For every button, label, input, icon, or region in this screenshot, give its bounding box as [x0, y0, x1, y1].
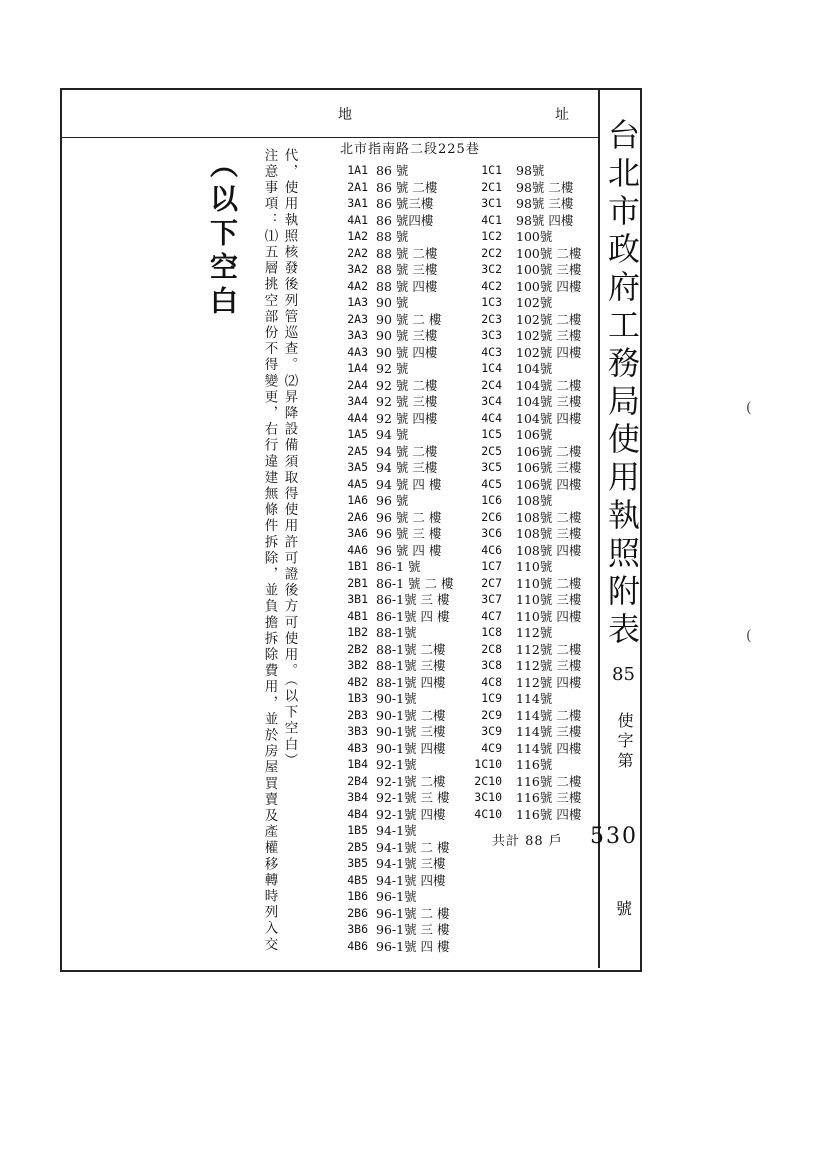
unit-address: 98號 四樓 — [516, 212, 574, 228]
unit-row — [336, 393, 486, 410]
unit-code: 4B5 — [347, 872, 368, 887]
unit-address: 88-1號 三樓 — [376, 658, 446, 674]
unit-address: 88 號 — [376, 229, 409, 245]
unit-code: 1A4 — [347, 361, 368, 376]
unit-code: 1C6 — [481, 493, 502, 508]
unit-address: 90-1號 — [376, 691, 417, 707]
total-units: 共計 88 戶 — [492, 834, 563, 849]
unit-address: 88-1號 — [376, 625, 417, 641]
unit-address: 96-1號 二 樓 — [376, 905, 450, 921]
unit-row — [336, 888, 486, 905]
unit-address: 114號 二樓 — [516, 707, 582, 723]
unit-code: 3A2 — [347, 262, 368, 277]
unit-address: 100號 四樓 — [516, 278, 582, 294]
unit-code: 2A6 — [347, 509, 368, 524]
unit-code: 3B6 — [347, 922, 368, 937]
unit-address: 112號 三樓 — [516, 658, 582, 674]
unit-address: 90-1號 四樓 — [376, 740, 446, 756]
unit-row — [336, 360, 486, 377]
unit-address: 98號 — [516, 163, 545, 179]
unit-code: 1C3 — [481, 295, 502, 310]
unit-row — [336, 344, 486, 361]
unit-row — [336, 872, 486, 889]
unit-address: 90 號 三樓 — [376, 328, 438, 344]
unit-address: 94-1號 二 樓 — [376, 839, 450, 855]
unit-code: 2C9 — [481, 707, 502, 722]
permit-suffix: 號 — [616, 899, 633, 918]
unit-address: 86 號 — [376, 163, 409, 179]
unit-address: 90 號 — [376, 295, 409, 311]
unit-address: 88 號 三樓 — [376, 262, 438, 278]
unit-address: 94 號 二樓 — [376, 443, 438, 459]
unit-code: 2C6 — [481, 509, 502, 524]
unit-row — [468, 476, 606, 493]
unit-address: 110號 四樓 — [516, 608, 582, 624]
unit-code: 2A1 — [347, 179, 368, 194]
unit-row — [336, 624, 486, 641]
unit-row — [468, 641, 606, 658]
unit-code: 3C9 — [481, 724, 502, 739]
unit-code: 4A4 — [347, 410, 368, 425]
unit-row — [336, 905, 486, 922]
unit-row — [336, 822, 486, 839]
unit-address: 92-1號 三 樓 — [376, 790, 450, 806]
permit-year: 85 — [612, 664, 635, 685]
unit-address: 102號 四樓 — [516, 344, 582, 360]
unit-code: 3C6 — [481, 526, 502, 541]
unit-code: 2A5 — [347, 443, 368, 458]
unit-code: 2C5 — [481, 443, 502, 458]
unit-address: 86-1 號 — [376, 559, 421, 575]
unit-row — [336, 492, 486, 509]
unit-code: 4C6 — [481, 542, 502, 557]
unit-code: 4A1 — [347, 212, 368, 227]
unit-list-column-1 — [336, 162, 486, 954]
unit-address: 106號 三樓 — [516, 460, 582, 476]
header-label-left: 地 — [338, 107, 352, 123]
unit-code: 4C10 — [474, 806, 502, 821]
unit-row — [336, 459, 486, 476]
unit-row — [468, 327, 606, 344]
unit-row — [336, 542, 486, 559]
unit-row — [336, 327, 486, 344]
unit-row — [336, 591, 486, 608]
unit-address: 100號 — [516, 229, 553, 245]
unit-code: 1B1 — [347, 559, 368, 574]
unit-code: 3C2 — [481, 262, 502, 277]
unit-code: 3B1 — [347, 592, 368, 607]
unit-address: 114號 — [516, 691, 553, 707]
unit-row — [468, 542, 606, 559]
unit-address: 92-1號 二樓 — [376, 773, 446, 789]
unit-code: 4C7 — [481, 608, 502, 623]
unit-row — [468, 509, 606, 526]
unit-row — [336, 195, 486, 212]
unit-address: 92-1號 四樓 — [376, 806, 446, 822]
unit-address: 92 號 四樓 — [376, 410, 438, 426]
unit-code: 1C9 — [481, 691, 502, 706]
scan-mark: ( — [746, 400, 752, 416]
unit-row — [468, 806, 606, 823]
unit-address: 88 號 四樓 — [376, 278, 438, 294]
unit-row — [468, 377, 606, 394]
unit-code: 3B3 — [347, 724, 368, 739]
unit-code: 4B4 — [347, 806, 368, 821]
unit-address: 94-1號 三樓 — [376, 856, 446, 872]
unit-address: 110號 二樓 — [516, 575, 582, 591]
unit-address: 92 號 — [376, 361, 409, 377]
unit-code: 1C2 — [481, 229, 502, 244]
unit-row — [468, 294, 606, 311]
unit-address: 108號 三樓 — [516, 526, 582, 542]
unit-code: 4C5 — [481, 476, 502, 491]
unit-address: 88-1號 四樓 — [376, 674, 446, 690]
unit-address: 98號 二樓 — [516, 179, 574, 195]
unit-code: 4C2 — [481, 278, 502, 293]
unit-row — [468, 195, 606, 212]
unit-code: 2C8 — [481, 641, 502, 656]
unit-address: 104號 — [516, 361, 553, 377]
unit-row — [468, 278, 606, 295]
unit-code: 3C7 — [481, 592, 502, 607]
unit-row — [336, 855, 486, 872]
unit-code: 1A3 — [347, 295, 368, 310]
unit-code: 3C1 — [481, 196, 502, 211]
unit-row — [468, 756, 606, 773]
unit-row — [468, 558, 606, 575]
unit-code: 2B2 — [347, 641, 368, 656]
unit-code: 4C9 — [481, 740, 502, 755]
unit-code: 4C4 — [481, 410, 502, 425]
unit-row — [468, 789, 606, 806]
unit-code: 2C4 — [481, 377, 502, 392]
unit-row — [468, 608, 606, 625]
unit-address: 114號 三樓 — [516, 724, 582, 740]
unit-address: 104號 四樓 — [516, 410, 582, 426]
unit-address: 96-1號 三 樓 — [376, 922, 450, 938]
unit-address: 86 號四樓 — [376, 212, 434, 228]
unit-address: 112號 二樓 — [516, 641, 582, 657]
unit-row — [336, 278, 486, 295]
unit-row — [336, 426, 486, 443]
unit-address: 116號 三樓 — [516, 790, 582, 806]
unit-row — [468, 740, 606, 757]
unit-row — [336, 806, 486, 823]
unit-row — [336, 212, 486, 229]
unit-row — [336, 707, 486, 724]
unit-code: 4B2 — [347, 674, 368, 689]
unit-row — [336, 311, 486, 328]
unit-code: 4A2 — [347, 278, 368, 293]
unit-row — [468, 624, 606, 641]
unit-row — [468, 492, 606, 509]
unit-code: 3A1 — [347, 196, 368, 211]
unit-code: 2B3 — [347, 707, 368, 722]
unit-code: 1A6 — [347, 493, 368, 508]
unit-address: 116號 二樓 — [516, 773, 582, 789]
unit-row — [336, 608, 486, 625]
unit-address: 116號 — [516, 757, 553, 773]
unit-code: 3B2 — [347, 658, 368, 673]
unit-address: 86-1號 四 樓 — [376, 608, 450, 624]
unit-code: 1B6 — [347, 889, 368, 904]
unit-code: 4B6 — [347, 938, 368, 953]
unit-row — [468, 426, 606, 443]
unit-code: 2A3 — [347, 311, 368, 326]
unit-code: 1C4 — [481, 361, 502, 376]
unit-row — [336, 921, 486, 938]
unit-address: 106號 四樓 — [516, 476, 582, 492]
unit-address: 106號 — [516, 427, 553, 443]
unit-row — [336, 789, 486, 806]
unit-row — [468, 360, 606, 377]
unit-code: 4A5 — [347, 476, 368, 491]
unit-address: 96 號 四 樓 — [376, 542, 442, 558]
unit-code: 1C10 — [474, 757, 502, 772]
unit-row — [468, 591, 606, 608]
unit-code: 2C3 — [481, 311, 502, 326]
unit-address: 94 號 四 樓 — [376, 476, 442, 492]
header-label-right: 址 — [555, 107, 569, 123]
unit-address: 104號 三樓 — [516, 394, 582, 410]
unit-code: 3C8 — [481, 658, 502, 673]
handwritten-blank-mark: （以下空白 — [206, 150, 239, 320]
unit-address: 94-1號 — [376, 823, 417, 839]
unit-code: 1B2 — [347, 625, 368, 640]
unit-address: 86 號三樓 — [376, 196, 434, 212]
unit-code: 3B5 — [347, 856, 368, 871]
unit-row — [336, 509, 486, 526]
unit-row — [468, 410, 606, 427]
unit-code: 3C5 — [481, 460, 502, 475]
street-name: 北市指南路二段225巷 — [340, 142, 480, 157]
unit-address: 116號 四樓 — [516, 806, 582, 822]
unit-address: 92 號 二樓 — [376, 377, 438, 393]
unit-address: 90-1號 二樓 — [376, 707, 446, 723]
unit-row — [468, 245, 606, 262]
unit-row — [336, 558, 486, 575]
unit-code: 3C3 — [481, 328, 502, 343]
unit-address: 96 號 二 樓 — [376, 509, 442, 525]
unit-code: 1C7 — [481, 559, 502, 574]
document-title: 台北市政府工務局使用執照附表 — [603, 118, 641, 650]
unit-code: 2A4 — [347, 377, 368, 392]
unit-address: 86-1號 三 樓 — [376, 592, 450, 608]
unit-code: 1B4 — [347, 757, 368, 772]
unit-row — [336, 756, 486, 773]
unit-row — [468, 344, 606, 361]
notes-column-1: 注意事項：⑴五層挑空部份不得變更，右行違建無條件拆除，並負擔拆除費用，並於房屋買賣及產權移轉時列入交 — [261, 148, 278, 953]
permit-label: 使字第 — [615, 712, 634, 772]
unit-row — [468, 212, 606, 229]
unit-code: 1A2 — [347, 229, 368, 244]
unit-row — [336, 245, 486, 262]
unit-code: 2B1 — [347, 575, 368, 590]
unit-row — [336, 674, 486, 691]
permit-number: 530 — [590, 824, 638, 849]
notes-column-2: 代，使用執照核發後列管巡查。⑵昇降設備須取得使用許可證後方可使用。（以下空白） — [281, 148, 298, 770]
unit-code: 2B6 — [347, 905, 368, 920]
unit-address: 100號 二樓 — [516, 245, 582, 261]
unit-address: 114號 四樓 — [516, 740, 582, 756]
unit-address: 90-1號 三樓 — [376, 724, 446, 740]
unit-address: 108號 二樓 — [516, 509, 582, 525]
unit-code: 1B3 — [347, 691, 368, 706]
unit-address: 94 號 三樓 — [376, 460, 438, 476]
unit-row — [336, 228, 486, 245]
unit-row — [336, 162, 486, 179]
unit-address: 104號 二樓 — [516, 377, 582, 393]
unit-row — [336, 657, 486, 674]
unit-address: 94 號 — [376, 427, 409, 443]
unit-row — [336, 773, 486, 790]
unit-address: 112號 四樓 — [516, 674, 582, 690]
unit-code: 2B4 — [347, 773, 368, 788]
unit-address: 90 號 四樓 — [376, 344, 438, 360]
unit-row — [336, 179, 486, 196]
unit-address: 96-1號 四 樓 — [376, 938, 450, 954]
unit-row — [468, 393, 606, 410]
unit-row — [468, 261, 606, 278]
unit-code: 4C1 — [481, 212, 502, 227]
unit-row — [468, 657, 606, 674]
unit-code: 4C3 — [481, 344, 502, 359]
unit-code: 4B3 — [347, 740, 368, 755]
unit-row — [336, 261, 486, 278]
unit-code: 2C10 — [474, 773, 502, 788]
unit-row — [468, 443, 606, 460]
unit-address: 102號 — [516, 295, 553, 311]
unit-address: 98號 三樓 — [516, 196, 574, 212]
unit-list-column-2 — [468, 162, 606, 822]
unit-address: 96 號 三 樓 — [376, 526, 442, 542]
unit-row — [336, 410, 486, 427]
unit-code: 3C4 — [481, 394, 502, 409]
unit-row — [468, 674, 606, 691]
unit-row — [336, 377, 486, 394]
unit-code: 2C7 — [481, 575, 502, 590]
unit-code: 4A6 — [347, 542, 368, 557]
unit-address: 110號 三樓 — [516, 592, 582, 608]
unit-code: 1C8 — [481, 625, 502, 640]
unit-row — [468, 162, 606, 179]
unit-code: 2C2 — [481, 245, 502, 260]
unit-row — [336, 690, 486, 707]
unit-code: 1C5 — [481, 427, 502, 442]
unit-row — [468, 311, 606, 328]
unit-address: 102號 三樓 — [516, 328, 582, 344]
unit-address: 110號 — [516, 559, 553, 575]
unit-row — [468, 723, 606, 740]
unit-address: 86-1 號 二 樓 — [376, 575, 454, 591]
unit-code: 3A4 — [347, 394, 368, 409]
header-divider — [60, 137, 600, 138]
unit-code: 4B1 — [347, 608, 368, 623]
unit-address: 88 號 二樓 — [376, 245, 438, 261]
unit-code: 3A5 — [347, 460, 368, 475]
unit-row — [336, 575, 486, 592]
unit-row — [336, 839, 486, 856]
unit-address: 108號 四樓 — [516, 542, 582, 558]
unit-row — [468, 525, 606, 542]
unit-address: 100號 三樓 — [516, 262, 582, 278]
unit-row — [336, 476, 486, 493]
unit-row — [468, 228, 606, 245]
unit-address: 86 號 二樓 — [376, 179, 438, 195]
unit-address: 108號 — [516, 493, 553, 509]
unit-address: 90 號 二 樓 — [376, 311, 442, 327]
unit-address: 94-1號 四樓 — [376, 872, 446, 888]
scan-mark: ( — [746, 628, 752, 644]
unit-address: 106號 二樓 — [516, 443, 582, 459]
unit-code: 1C1 — [481, 163, 502, 178]
unit-row — [336, 641, 486, 658]
unit-address: 102號 二樓 — [516, 311, 582, 327]
unit-row — [336, 443, 486, 460]
unit-row — [468, 575, 606, 592]
unit-row — [336, 294, 486, 311]
unit-code: 4C8 — [481, 674, 502, 689]
unit-row — [468, 459, 606, 476]
unit-code: 1A1 — [347, 163, 368, 178]
unit-address: 88-1號 二樓 — [376, 641, 446, 657]
unit-row — [336, 740, 486, 757]
unit-code: 3C10 — [474, 790, 502, 805]
unit-code: 2C1 — [481, 179, 502, 194]
unit-address: 112號 — [516, 625, 553, 641]
unit-row — [336, 938, 486, 955]
unit-address: 96-1號 — [376, 889, 417, 905]
unit-row — [336, 723, 486, 740]
unit-row — [468, 690, 606, 707]
unit-row — [336, 525, 486, 542]
unit-address: 92 號 三樓 — [376, 394, 438, 410]
unit-code: 3A3 — [347, 328, 368, 343]
unit-row — [468, 773, 606, 790]
unit-code: 3A6 — [347, 526, 368, 541]
unit-address: 92-1號 — [376, 757, 417, 773]
unit-code: 2B5 — [347, 839, 368, 854]
unit-code: 4A3 — [347, 344, 368, 359]
unit-address: 96 號 — [376, 493, 409, 509]
unit-row — [468, 707, 606, 724]
unit-code: 1B5 — [347, 823, 368, 838]
unit-row — [468, 179, 606, 196]
unit-code: 2A2 — [347, 245, 368, 260]
unit-code: 1A5 — [347, 427, 368, 442]
unit-code: 3B4 — [347, 790, 368, 805]
